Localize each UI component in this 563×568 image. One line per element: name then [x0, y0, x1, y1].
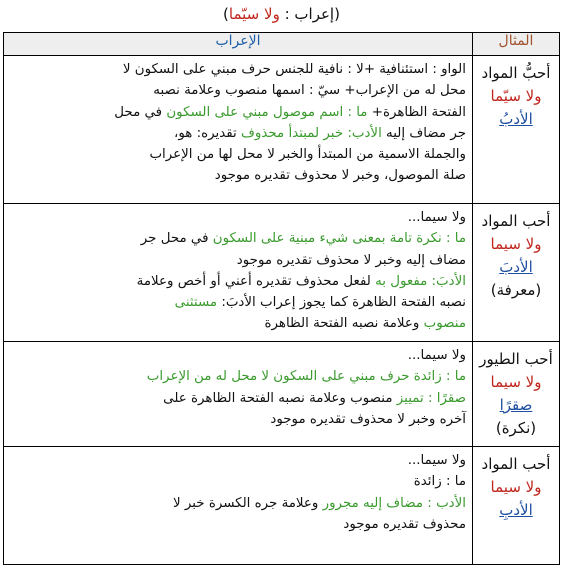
irab-line: [10, 123, 466, 144]
irab-segment: وعلامة جره الكسرة خبر لا: [172, 495, 323, 511]
irab-segment: ما : زائدة: [413, 474, 466, 490]
title-suffix: ): [223, 5, 229, 23]
irab-line: [10, 271, 466, 292]
irab-segment: منصوب: [423, 316, 466, 332]
example-line: ولا سيما: [490, 373, 542, 391]
example-cell: [473, 56, 560, 204]
title-prefix: (إعراب :: [279, 5, 340, 23]
irab-segment: محل له من الإعراب+ سيّ : اسمها منصوب وعلامة نصبه: [153, 83, 466, 99]
title-phrase: ولا سيّما: [228, 5, 280, 23]
irab-segment: آخره وخبر لا محذوف تقديره موجود: [270, 411, 466, 427]
irab-segment: مستثنى: [174, 295, 218, 311]
irab-segment: نصبه الفتحة الظاهرة كما يجوز إعراب الأدبَ:: [217, 295, 466, 311]
irab-line: [10, 313, 466, 334]
irab-line: [10, 514, 466, 535]
irab-segment: ولا سيما...: [407, 210, 466, 225]
irab-segment: ولا سيما...: [407, 453, 466, 468]
example-line: الأدبَ: [499, 258, 533, 276]
table-row: [4, 447, 560, 565]
irab-cell: [4, 204, 473, 342]
irab-cell: [4, 342, 473, 447]
irab-segment: الأدبَ: مفعول به: [375, 273, 466, 289]
example-line: (نكرة): [495, 419, 537, 437]
irab-cell: [4, 447, 473, 565]
irab-line: [10, 471, 466, 492]
irab-segment: لفعل محذوف تقديره أعني أو أخص وعلامة: [136, 273, 376, 289]
page-title: [0, 5, 563, 23]
example-line: ولا سيما: [490, 235, 542, 253]
example-line: الأدبِ: [499, 501, 533, 519]
irab-segment: الأدب: خبر لمبتدأ محذوف: [241, 125, 382, 141]
header-irab: الإعراب: [4, 33, 473, 56]
irab-segment: محذوف تقديره موجود: [343, 516, 466, 532]
irab-line: [10, 345, 466, 366]
irab-line: [10, 228, 466, 249]
irab-segment: الفتحة الظاهرة+: [367, 104, 466, 120]
example-cell: [473, 204, 560, 342]
irab-line: [10, 366, 466, 387]
example-line: أحب المواد: [481, 455, 551, 473]
irab-cell: [4, 56, 473, 204]
irab-segment: في محل جر: [140, 231, 213, 247]
irab-segment: ولا سيما...: [407, 348, 466, 363]
irab-segment: الواو : استئنافية +لا : نافية للجنس حرف مبني على السكون لا: [122, 62, 466, 77]
example-line: صقرًا: [499, 396, 533, 414]
irab-line: [10, 388, 466, 409]
irab-segment: ما : نكرة تامة بمعنى شيء مبنية على السكون: [212, 231, 466, 247]
irab-line: [10, 450, 466, 471]
header-example: المثال: [473, 33, 560, 56]
irab-line: [10, 102, 466, 123]
irab-table: [3, 32, 560, 565]
example-line: الأدبُ: [499, 110, 533, 128]
irab-line: [10, 292, 466, 313]
example-line: أحب المواد: [481, 212, 551, 230]
irab-line: [10, 59, 466, 80]
irab-segment: صقرًا :: [423, 390, 466, 406]
example-line: أحب الطيور: [479, 350, 553, 368]
irab-segment: في محل: [114, 104, 167, 120]
irab-line: [10, 207, 466, 228]
irab-line: [10, 493, 466, 514]
irab-segment: مضاف إليه وخبر لا محذوف تقديره موجود: [236, 252, 466, 268]
irab-segment: تمييز: [396, 390, 424, 406]
irab-line: [10, 80, 466, 101]
irab-line: [10, 144, 466, 165]
example-line: ولا سيما: [490, 478, 542, 496]
example-line: ولا سيّما: [490, 87, 542, 105]
example-line: (معرفة): [490, 281, 542, 299]
example-cell: [473, 342, 560, 447]
irab-segment: ما : اسم موصول مبني على السكون: [166, 104, 368, 120]
irab-segment: جر مضاف إليه: [381, 125, 466, 141]
table-header-row: [4, 33, 560, 56]
irab-segment: تقديره: هو،: [174, 125, 242, 141]
table-row: [4, 204, 560, 342]
example-line: أحبُّ المواد: [481, 64, 551, 82]
irab-line: [10, 250, 466, 271]
table-row: [4, 342, 560, 447]
irab-segment: الأدب : مضاف إليه مجرور: [322, 495, 466, 511]
irab-line: [10, 409, 466, 430]
irab-segment: وعلامة نصبه الفتحة الظاهرة: [264, 316, 424, 332]
irab-segment: ما : زائدة حرف مبني على السكون لا محل له من الإعراب: [146, 369, 466, 385]
table-row: [4, 56, 560, 204]
irab-segment: صلة الموصول، وخبر لا محذوف تقديره موجود: [214, 168, 466, 184]
irab-line: [10, 165, 466, 186]
example-cell: [473, 447, 560, 565]
irab-segment: منصوب وعلامة نصبه الفتحة الظاهرة على: [163, 390, 397, 406]
irab-segment: والجملة الاسمية من المبتدأ والخبر لا محل لها من الإعراب: [149, 147, 466, 163]
